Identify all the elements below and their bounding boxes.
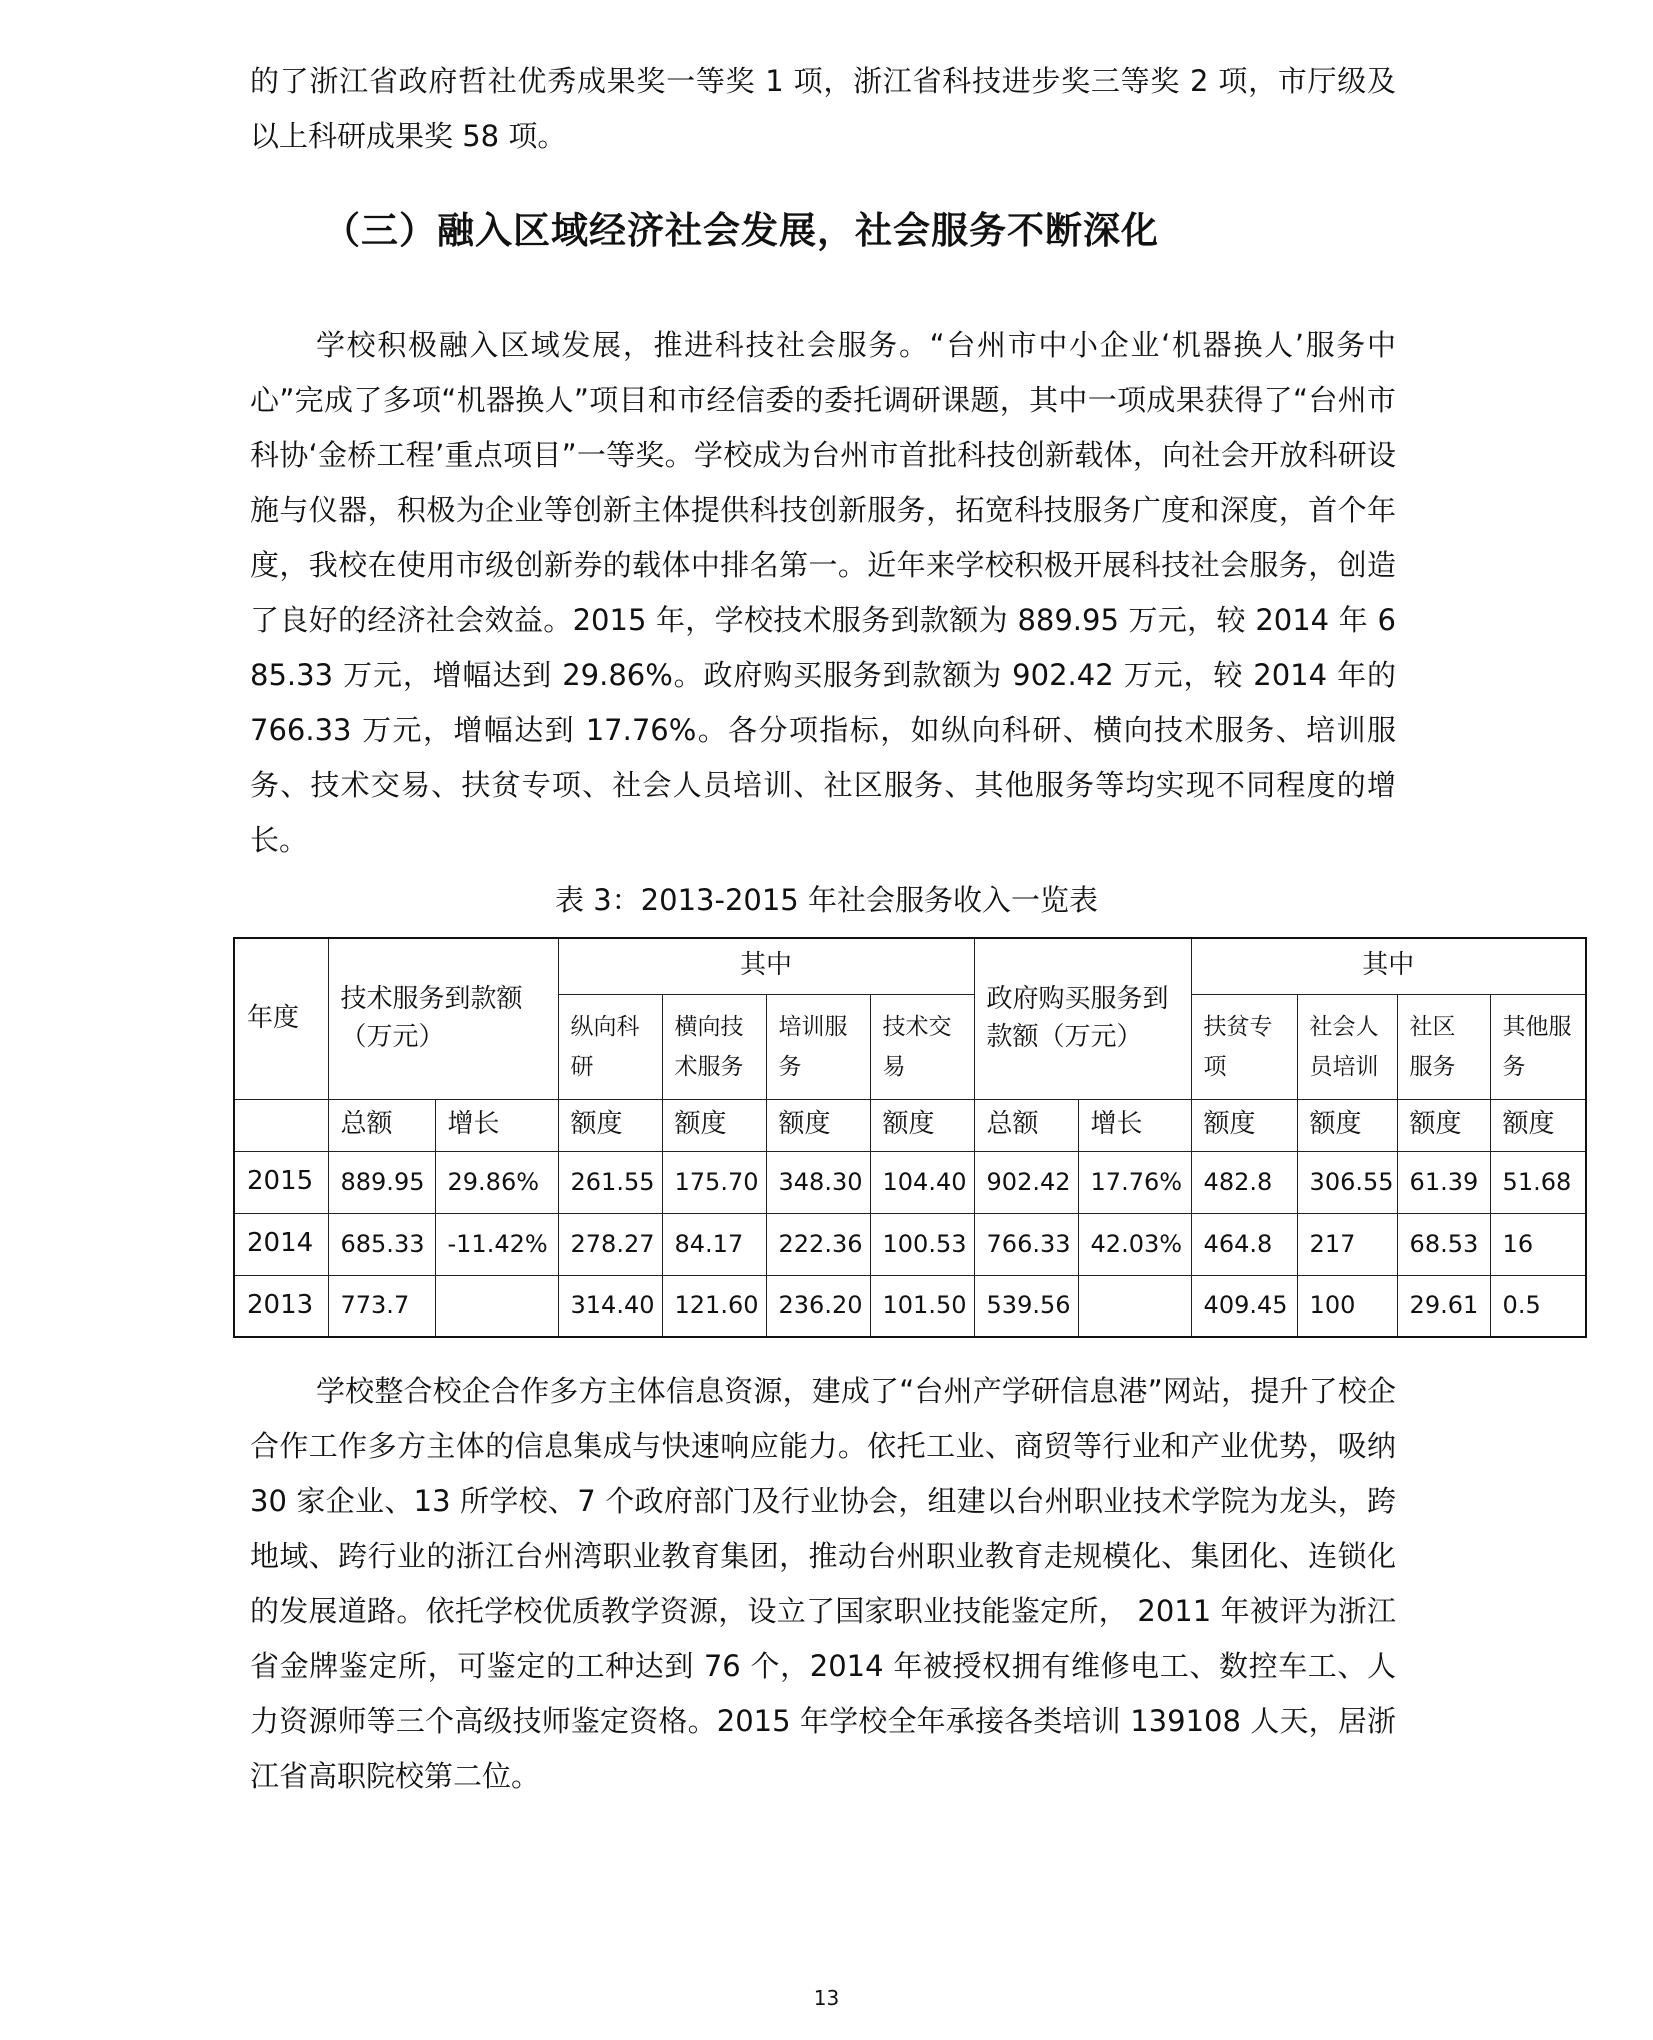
header-training-service: 培训服务: [766, 994, 870, 1099]
cell-horizontal: 84.17: [662, 1213, 766, 1275]
header-poverty: 扶贫专项: [1191, 994, 1297, 1099]
cell-tech-total: 889.95: [328, 1151, 435, 1213]
cell-poverty: 464.8: [1191, 1213, 1297, 1275]
cell-horizontal: 121.60: [662, 1275, 766, 1337]
cell-poverty: 482.8: [1191, 1151, 1297, 1213]
header-amount-other: 额度: [1490, 1099, 1586, 1151]
table-header-row-1: [234, 938, 1586, 994]
header-amount-community: 额度: [1397, 1099, 1490, 1151]
cell-community: 61.39: [1397, 1151, 1490, 1213]
cell-other: 16: [1490, 1213, 1586, 1275]
header-other: 其他服务: [1490, 994, 1586, 1099]
cell-tech-growth: 29.86%: [435, 1151, 558, 1213]
cell-community: 68.53: [1397, 1213, 1490, 1275]
header-amount-horizontal: 额度: [662, 1099, 766, 1151]
paragraph-industry-cooperation: 学校整合校企合作多方主体信息资源，建成了“台州产学研信息港”网站，提升了校企合作工作多方主体的信息集成与快速响应能力。依托工业、商贸等行业和产业优势，吸纳 30 家企业、13 所学校、7 个政府部门及行业协会，组建以台州职业技术学院为龙头，跨地域、跨行业的浙江台州湾职业教育集团，推动台州职业教育走规模化、集团化、连锁化的发展道路。依托学校优质教学资源，设立了国家职业技能鉴定所， 2011 年被评为浙江省金牌鉴定所，可鉴定的工种达到 76 个，2014 年被授权拥有维修电工、数控车工、人力资源师等三个高级技师鉴定资格。2015 年学校全年承接各类培训 139108 人天，居浙江省高职院校第二位。: [250, 1374, 1396, 1793]
table-header-row-3: [234, 1099, 1586, 1151]
social-service-income-table: [233, 937, 1587, 1338]
cell-gov-total: 766.33: [974, 1213, 1078, 1275]
header-gov-purchase: 政府购买服务到款额（万元）: [974, 938, 1191, 1099]
header-tech-service: 技术服务到款额（万元）: [328, 938, 558, 1099]
cell-other: 51.68: [1490, 1151, 1586, 1213]
cell-training: 348.30: [766, 1151, 870, 1213]
cell-gov-total: 539.56: [974, 1275, 1078, 1337]
cell-gov-growth: 17.76%: [1078, 1151, 1191, 1213]
cell-poverty: 409.45: [1191, 1275, 1297, 1337]
cell-gov-growth: 42.03%: [1078, 1213, 1191, 1275]
header-blank: [234, 1099, 328, 1151]
cell-tech-growth: -11.42%: [435, 1213, 558, 1275]
header-of-which-2: 其中: [1191, 938, 1586, 994]
cell-year: 2014: [234, 1213, 328, 1275]
table-row: [234, 1275, 1586, 1337]
cell-vertical: 261.55: [558, 1151, 662, 1213]
table-row: [234, 1151, 1586, 1213]
header-amount-training: 额度: [766, 1099, 870, 1151]
header-gov-total: 总额: [974, 1099, 1078, 1151]
cell-training: 236.20: [766, 1275, 870, 1337]
header-vertical-research: 纵向科研: [558, 994, 662, 1099]
cell-social: 100: [1297, 1275, 1397, 1337]
header-amount-trade: 额度: [870, 1099, 974, 1151]
cell-tech-total: 685.33: [328, 1213, 435, 1275]
cell-trade: 101.50: [870, 1275, 974, 1337]
header-community: 社区服务: [1397, 994, 1490, 1099]
cell-trade: 104.40: [870, 1151, 974, 1213]
header-gov-growth: 增长: [1078, 1099, 1191, 1151]
cell-tech-total: 773.7: [328, 1275, 435, 1337]
header-amount-poverty: 额度: [1191, 1099, 1297, 1151]
header-amount-social: 额度: [1297, 1099, 1397, 1151]
section-heading: （三）融入区域经济社会发展，社会服务不断深化: [323, 209, 1159, 252]
header-social-training: 社会人员培训: [1297, 994, 1397, 1099]
cell-social: 306.55: [1297, 1151, 1397, 1213]
cell-year: 2015: [234, 1151, 328, 1213]
cell-trade: 100.53: [870, 1213, 974, 1275]
cell-community: 29.61: [1397, 1275, 1490, 1337]
cell-social: 217: [1297, 1213, 1397, 1275]
header-of-which-1: 其中: [558, 938, 974, 994]
page-number: 13: [813, 1986, 840, 2010]
header-tech-trade: 技术交易: [870, 994, 974, 1099]
header-tech-total: 总额: [328, 1099, 435, 1151]
cell-vertical: 278.27: [558, 1213, 662, 1275]
header-year: 年度: [234, 938, 328, 1099]
cell-tech-growth: [435, 1275, 558, 1337]
cell-year: 2013: [234, 1275, 328, 1337]
intro-paragraph: 的了浙江省政府哲社优秀成果奖一等奖 1 项，浙江省科技进步奖三等奖 2 项，市厅级及以上科研成果奖 58 项。: [250, 64, 1396, 153]
cell-other: 0.5: [1490, 1275, 1586, 1337]
header-tech-growth: 增长: [435, 1099, 558, 1151]
cell-horizontal: 175.70: [662, 1151, 766, 1213]
header-horizontal-service: 横向技术服务: [662, 994, 766, 1099]
table-caption: 表 3：2013-2015 年社会服务收入一览表: [555, 883, 1098, 917]
header-amount-vertical: 额度: [558, 1099, 662, 1151]
cell-training: 222.36: [766, 1213, 870, 1275]
cell-gov-growth: [1078, 1275, 1191, 1337]
cell-vertical: 314.40: [558, 1275, 662, 1337]
paragraph-social-service: 学校积极融入区域发展，推进科技社会服务。“台州市中小企业‘机器换人’服务中心”完成了多项“机器换人”项目和市经信委的委托调研课题，其中一项成果获得了“台州市科协‘金桥工程’重点项目”一等奖。学校成为台州市首批科技创新载体，向社会开放科研设施与仪器，积极为企业等创新主体提供科技创新服务，拓宽科技服务广度和深度，首个年度，我校在使用市级创新券的载体中排名第一。近年来学校积极开展科技社会服务，创造了良好的经济社会效益。2015 年，学校技术服务到款额为 889.95 万元，较 2014 年 685.33 万元，增幅达到 29.86%。政府购买服务到款额为 902.42 万元，较 2014 年的 766.33 万元，增幅达到 17.76%。各分项指标，如纵向科研、横向技术服务、培训服务、技术交易、扶贫专项、社会人员培训、社区服务、其他服务等均实现不同程度的增长。: [250, 328, 1396, 857]
table-row: [234, 1213, 1586, 1275]
cell-gov-total: 902.42: [974, 1151, 1078, 1213]
